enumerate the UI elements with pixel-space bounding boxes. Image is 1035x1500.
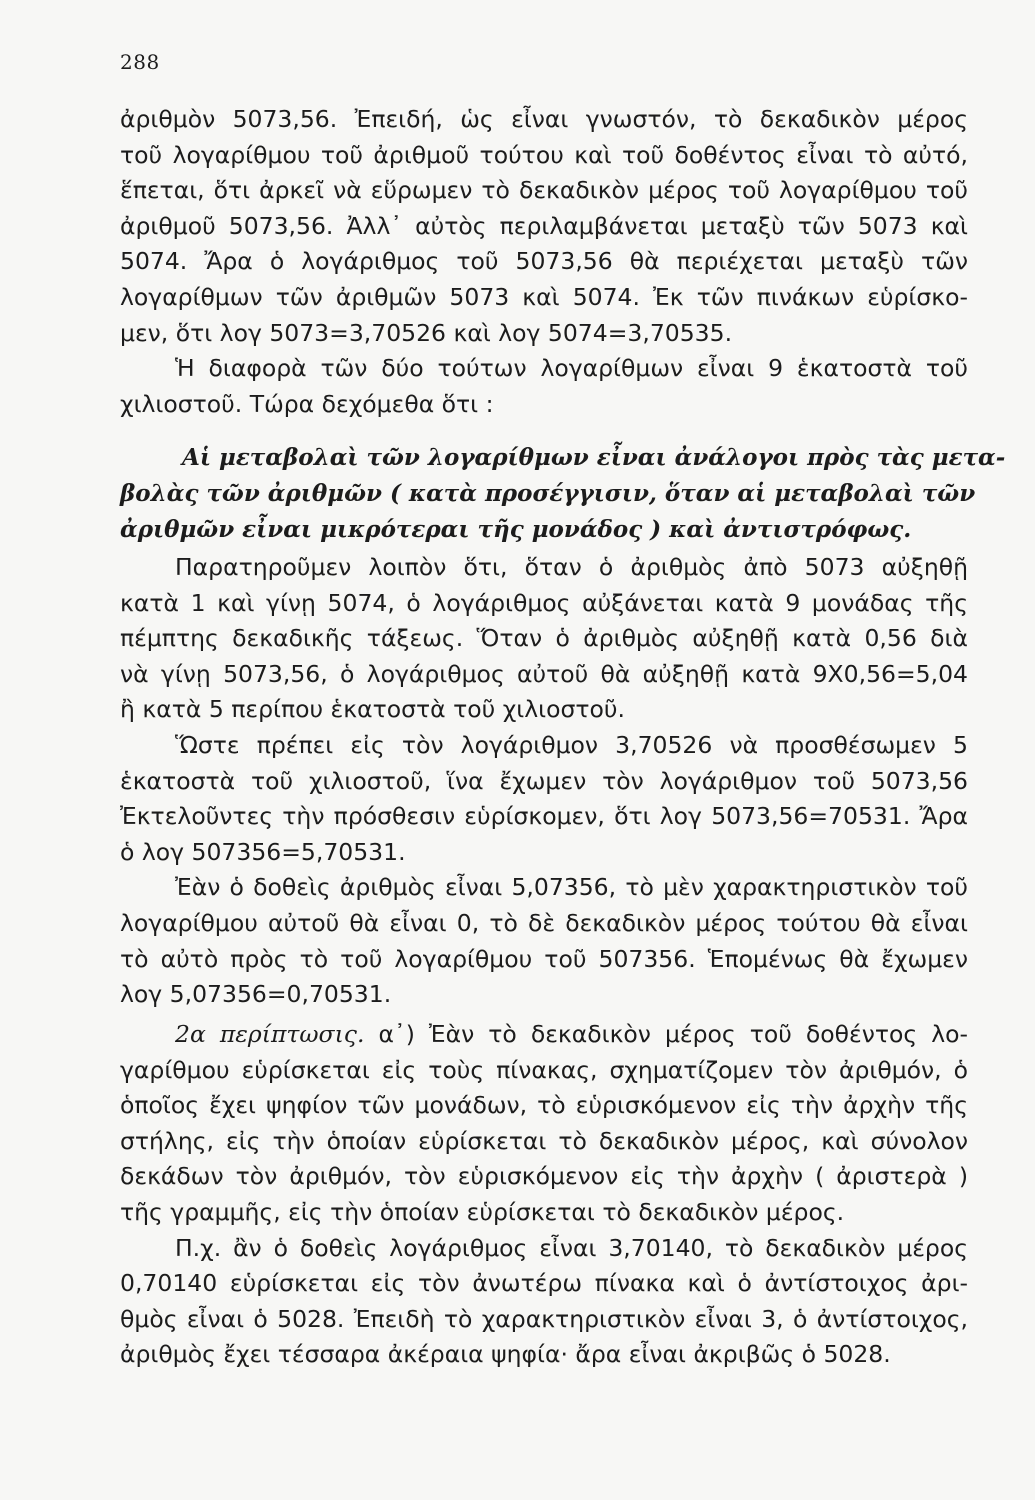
text-line: γαρίθμου εὑρίσκεται εἰς τοὺς πίνακας, σχηματίζομεν τὸν ἀριθμόν, ὁ [120, 1055, 968, 1084]
text-line: ἀριθμὸν 5073,56. Ἐπειδή, ὡς εἶναι γνωστόν, τὸ δεκαδικὸν μέρος [120, 105, 968, 133]
text-line: στήλης, εἰς τὴν ὁποίαν εὑρίσκεται τὸ δεκαδικὸν μέρος, καὶ σύνολον [120, 1126, 968, 1155]
text-line [120, 1017, 968, 1053]
text-line: μεν, ὅτι λογ 5073=3,70526 καὶ λογ 5074=3,70535. [120, 318, 733, 347]
text-line: λογαρίθμων τῶν ἀριθμῶν 5073 καὶ 5074. Ἐκ τῶν πινάκων εὑρίσκο- [120, 282, 968, 311]
text-line: ἢ κατὰ 5 περίπου ἑκατοστὰ τοῦ χιλιοστοῦ. [120, 695, 625, 724]
text-line: θμὸς εἶναι ὁ 5028. Ἐπειδὴ τὸ χαρακτηριστικὸν εἶναι 3, ὁ ἀντίστοιχος, [120, 1304, 968, 1333]
rule-line: βολὰς τῶν ἀριθμῶν ( κατὰ προσέγγισιν, ὅταν αἱ μεταβολαὶ τῶν [120, 480, 976, 507]
text-line: κατὰ 1 καὶ γίνῃ 5074, ὁ λογάριθμος αὐξάνεται κατὰ 9 μονάδας τῆς [120, 588, 968, 617]
text-line: ἕπεται, ὅτι ἀρκεῖ νὰ εὕρωμεν τὸ δεκαδικὸν μέρος τοῦ λογαρίθμου τοῦ [120, 176, 968, 205]
text-line: λογ 5,07356=0,70531. [120, 980, 392, 1009]
rule-line: Αἱ μεταβολαὶ τῶν λογαρίθμων εἶναι ἀνάλογοι πρὸς τὰς μετα- [182, 444, 1006, 471]
text-line: δεκάδων τὸν ἀριθμόν, τὸν εὑρισκόμενον εἰς τὴν ἀρχὴν ( ἀριστερὰ ) [120, 1162, 968, 1191]
rule-statement [120, 440, 1006, 548]
text-line: Παρατηροῦμεν λοιπὸν ὅτι, ὅταν ὁ ἀριθμὸς ἀπὸ 5073 αὐξηθῇ [175, 553, 968, 581]
text-block-explanation [120, 550, 968, 1013]
text-line: Ἐκτελοῦντες τὴν πρόσθεσιν εὑρίσκομεν, ὅτι λογ 5073,56=70531. Ἄρα [120, 802, 968, 831]
text-line: ὁ λογ 507356=5,70531. [120, 837, 406, 866]
text-line: πέμπτης δεκαδικῆς τάξεως. Ὅταν ὁ ἀριθμὸς αὐξηθῇ κατὰ 0,56 διὰ [120, 624, 968, 653]
text-line: ἀριθμὸς ἔχει τέσσαρα ἀκέραια ψηφία· ἄρα εἶναι ἀκριβῶς ὁ 5028. [120, 1340, 891, 1369]
text-line: ἑκατοστὰ τοῦ χιλιοστοῦ, ἵνα ἔχωμεν τὸν λογάριθμον τοῦ 5073,56 [120, 766, 968, 795]
rule-line: ἀριθμῶν εἶναι μικρότεραι τῆς μονάδος ) καὶ ἀντιστρόφως. [120, 516, 912, 543]
text-block-second-case [120, 1017, 968, 1373]
text-line: Ἡ διαφορὰ τῶν δύο τούτων λογαρίθμων εἶναι 9 ἑκατοστὰ τοῦ [175, 354, 968, 383]
text-line: ὁποῖος ἔχει ψηφίον τῶν μονάδων, τὸ εὑρισκόμενον εἰς τὴν ἀρχὴν τῆς [120, 1091, 968, 1120]
text-line: τοῦ λογαρίθμου τοῦ ἀριθμοῦ τούτου καὶ τοῦ δοθέντος εἶναι τὸ αὐτό, [120, 140, 968, 169]
text-line: Π.χ. ἂν ὁ δοθεὶς λογάριθμος εἶναι 3,70140, τὸ δεκαδικὸν μέρος [175, 1233, 968, 1262]
text-segment: α᾽) Ἐὰν τὸ δεκαδικὸν μέρος τοῦ δοθέντος λο- [364, 1020, 968, 1048]
text-line: λογαρίθμου αὐτοῦ θὰ εἶναι 0, τὸ δὲ δεκαδικὸν μέρος τούτου θὰ εἶναι [120, 908, 968, 937]
text-block-intro [120, 102, 968, 422]
page-number: 288 [120, 50, 160, 74]
text-line: τὸ αὐτὸ πρὸς τὸ τοῦ λογαρίθμου τοῦ 507356. Ἑπομένως θὰ ἔχωμεν [120, 944, 968, 973]
text-line: τῆς γραμμῆς, εἰς τὴν ὁποίαν εὑρίσκεται τὸ δεκαδικὸν μέρος. [120, 1197, 845, 1226]
text-line: 5074. Ἄρα ὁ λογάριθμος τοῦ 5073,56 θὰ περιέχεται μεταξὺ τῶν [120, 247, 968, 276]
text-line: χιλιοστοῦ. Τώρα δεχόμεθα ὅτι : [120, 389, 494, 418]
section-lead: 2α περίπτωσις. [175, 1020, 365, 1048]
text-line: ἀριθμοῦ 5073,56. Ἀλλ᾽ αὐτὸς περιλαμβάνεται μεταξὺ τῶν 5073 καὶ [120, 211, 968, 240]
text-line: 0,70140 εὑρίσκεται εἰς τὸν ἀνωτέρω πίνακα καὶ ὁ ἀντίστοιχος ἀρι- [120, 1269, 968, 1298]
text-line: νὰ γίνῃ 5073,56, ὁ λογάριθμος αὐτοῦ θὰ αὐξηθῇ κατὰ 9Χ0,56=5,04 [120, 659, 968, 688]
text-line: Ἐὰν ὁ δοθεὶς ἀριθμὸς εἶναι 5,07356, τὸ μὲν χαρακτηριστικὸν τοῦ [175, 873, 968, 902]
text-line: Ὥστε πρέπει εἰς τὸν λογάριθμον 3,70526 νὰ προσθέσωμεν 5 [175, 730, 968, 759]
